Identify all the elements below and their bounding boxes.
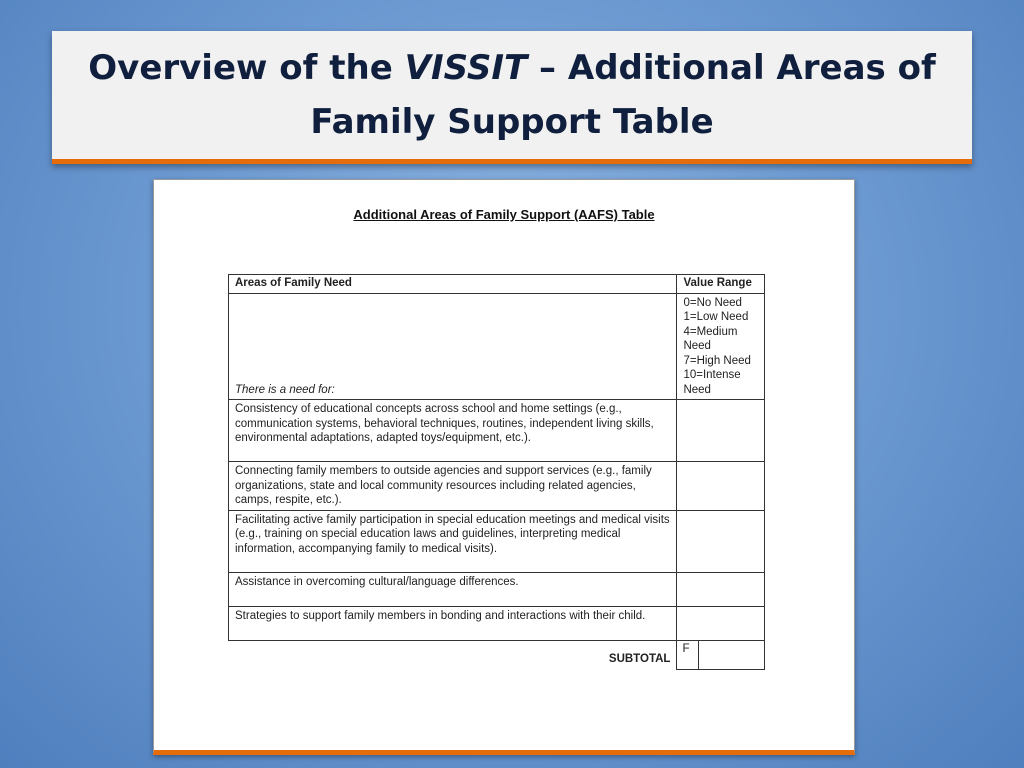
need-description: Assistance in overcoming cultural/language differences. [229,572,677,606]
aafs-table [228,274,765,670]
subtotal-label: SUBTOTAL [608,652,671,665]
subtotal-code: F [677,641,699,669]
table-row [229,510,765,572]
table-row-intro [229,293,765,400]
slide-title-box [52,31,972,164]
need-description: Connecting family members to outside agencies and support services (e.g., family organizations, state and local community resources including related agencies, camps, respite, etc.). [229,462,677,511]
slide-title-line-2: Family Support Table [310,102,714,142]
slide-title-line-1 [88,41,936,95]
table-row [229,606,765,640]
need-description: Strategies to support family members in bonding and interactions with their child. [229,606,677,640]
value-range-item: 7=High Need [683,354,751,367]
table-row [229,462,765,511]
value-range-item: 1=Low Need [683,311,749,323]
title-part1: Overview of the [88,48,393,88]
document-image [153,179,855,755]
value-range-item: 4=Medium Need [683,325,738,352]
table-header-row [229,275,765,294]
need-description: Facilitating active family participation in special education meetings and medical visits (e.g., training on special education laws and guidelines, interpreting medical information, accompanying family to medical visits). [229,510,677,572]
value-cell [677,572,765,606]
value-cell [677,606,765,640]
header-areas-of-need: Areas of Family Need [229,275,677,294]
value-cell [677,462,765,511]
title-italic: VISSIT [404,48,528,88]
document-heading: Additional Areas of Family Support (AAFS) Table [353,207,655,222]
need-description: Consistency of educational concepts across school and home settings (e.g., communication systems, behavioral techniques, routines, independent living skills, environmental adaptations, adapted toys/equipment, etc.). [229,400,677,462]
subtotal-row [229,640,765,669]
subtotal-cell [677,640,765,669]
value-range-item: 0=No Need [683,296,742,309]
value-cell [677,400,765,462]
value-cell [677,510,765,572]
table-row [229,400,765,462]
title-part2: – Additional Areas of [539,48,936,88]
need-for-label: There is a need for: [229,293,677,400]
header-value-range: Value Range [677,275,765,294]
value-range-legend [677,293,765,400]
value-range-item: 10=Intense Need [683,369,741,396]
table-row [229,572,765,606]
